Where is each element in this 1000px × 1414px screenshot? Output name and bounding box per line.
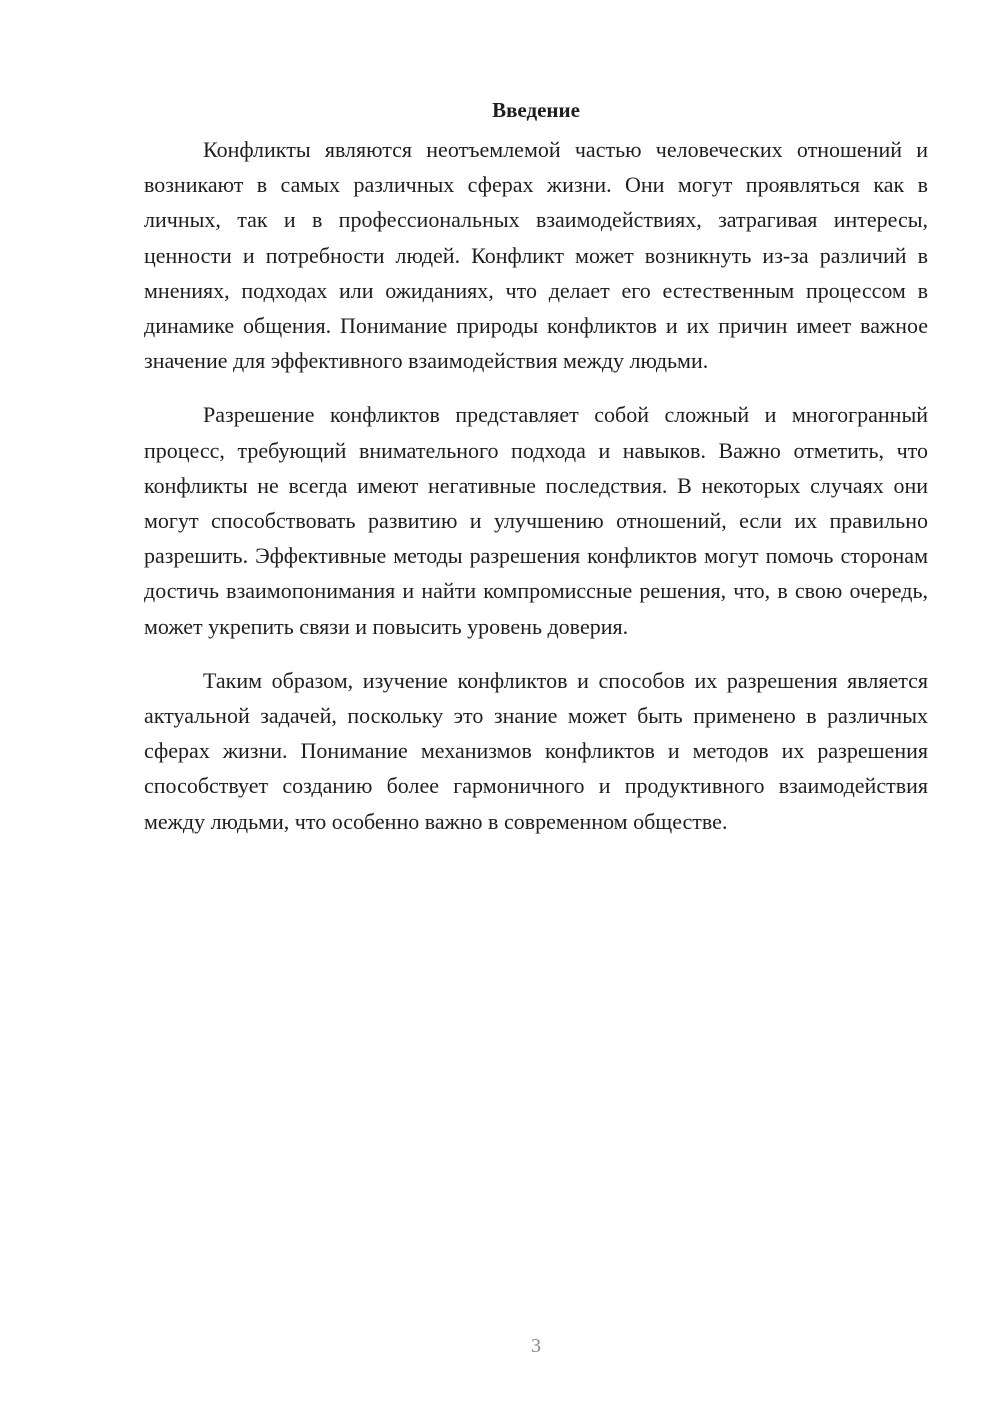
page-number: 3 xyxy=(531,1335,541,1357)
paragraph-3: Таким образом, изучение конфликтов и способов их разрешения является актуальной задачей, поскольку это знание может быть применено в различных сферах жизни. Понимание механизмов конфликтов и методов их разрешения способствует созданию более гармоничного и продуктивного взаимодействия между людьми, что особенно важно в современном обществе. xyxy=(144,667,928,834)
paragraph-1: Конфликты являются неотъемлемой частью человеческих отношений и возникают в самых различных сферах жизни. Они могут проявляться как в личных, так и в профессиональных взаимодействиях, затрагивая интересы, ценности и потребности людей. Конфликт может возникнуть из-за различий в мнениях, подходах или ожиданиях, что делает его естественным процессом в динамике общения. Понимание природы конфликтов и их причин имеет важное значение для эффективного взаимодействия между людьми. xyxy=(144,137,928,374)
page-content xyxy=(144,96,928,839)
paragraph-2: Разрешение конфликтов представляет собой сложный и многогранный процесс, требующий внимательного подхода и навыков. Важно отметить, что конфликты не всегда имеют негативные последствия. В некоторых случаях они могут способствовать развитию и улучшению отношений, если их правильно разрешить. Эффективные методы разрешения конфликтов могут помочь сторонам достичь взаимопонимания и найти компромиссные решения, что, в свою очередь, может укрепить связи и повысить уровень доверия. xyxy=(144,402,928,639)
section-title: Введение xyxy=(492,98,580,122)
